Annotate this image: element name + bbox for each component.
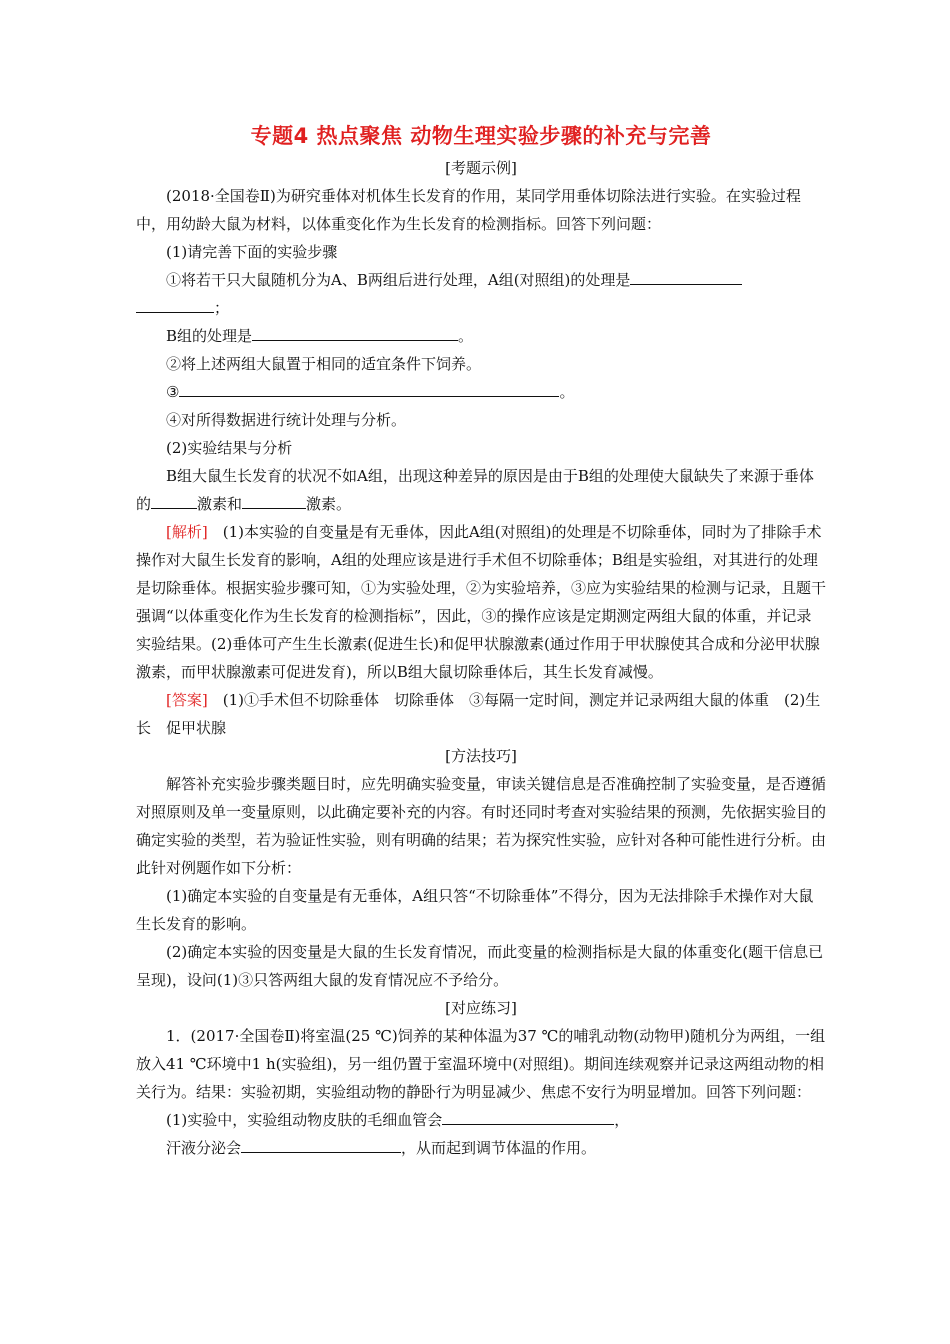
answer-paragraph (136, 686, 826, 742)
example-question-2: (2)实验结果与分析 (166, 439, 293, 457)
answer-blank[interactable] (136, 296, 214, 313)
answer-blank[interactable] (630, 268, 742, 285)
answer-blank[interactable] (241, 1136, 401, 1153)
step-1b-end: 。 (458, 327, 474, 345)
answer-blank[interactable] (252, 324, 458, 341)
q1b-end: ，从而起到调节体温的作用。 (401, 1139, 597, 1157)
method-paragraph-2: (1)确定本实验的自变量是有无垂体，A组只答“不切除垂体”不得分，因为无法排除手术操作对大鼠生长发育的影响。 (136, 887, 814, 933)
section-heading-example: [考题示例] (445, 159, 517, 177)
practice-question-1-intro: 1．(2017·全国卷Ⅱ)将室温(25 ℃)饲养的某种体温为37 ℃的哺乳动物(动物甲)随机分为两组，一组放入41 ℃环境中1 h(实验组)，另一组仍置于室温环境中(对照组)。期间连续观察并记录这两组动物的相关行为。结果：实验初期，实验组动物的静卧行为明显减少、焦虑不安行为明显增加。回答下列问题： (136, 1027, 826, 1101)
answer-tag: [答案] (166, 691, 208, 709)
example-question-2-text (136, 462, 826, 518)
step-1a-end: ； (214, 299, 230, 317)
example-step-2: ②将上述两组大鼠置于相同的适宜条件下饲养。 (166, 355, 482, 373)
section-heading-practice: [对应练习] (445, 999, 517, 1017)
example-step-1a-continued (136, 294, 826, 322)
answer-blank[interactable] (179, 380, 559, 397)
q2-text-a: B组大鼠生长发育的状况不如A组，出现这种差异的原因是由于B组的处理使大鼠缺失了来源于垂体的 (136, 467, 814, 513)
document-page (136, 118, 826, 1162)
q1a-end: ， (614, 1111, 630, 1129)
example-question-1: (1)请完善下面的实验步骤 (166, 243, 338, 261)
answer-blank[interactable] (442, 1108, 614, 1125)
analysis-text: (1)本实验的自变量是有无垂体，因此A组(对照组)的处理是不切除垂体，同时为了排除手术操作对大鼠生长发育的影响，A组的处理应该是进行手术但不切除垂体；B组是实验组，对其进行的处理是切除垂体。根据实验步骤可知，①为实验处理，②为实验培养，③应为实验结果的检测与记录，且题干强调“以体重变化作为生长发育的检测指标”，因此，③的操作应该是定期测定两组大鼠的体重，并记录实验结果。(2)垂体可产生生长激素(促进生长)和促甲状腺激素(通过作用于甲状腺使其合成和分泌甲状腺激素，而甲状腺激素可促进发育)，所以B组大鼠切除垂体后，其生长发育减慢。 (136, 523, 827, 681)
step-3-end: 。 (559, 383, 575, 401)
section-heading-method: [方法技巧] (445, 747, 517, 765)
analysis-tag: [解析] (166, 523, 208, 541)
q1a-text: (1)实验中，实验组动物皮肤的毛细血管会 (166, 1111, 443, 1129)
example-step-1a (136, 266, 826, 294)
method-paragraph-3: (2)确定本实验的因变量是大鼠的生长发育情况，而此变量的检测指标是大鼠的体重变化(题干信息已呈现)，设问(1)③只答两组大鼠的发育情况应不予给分。 (136, 943, 824, 989)
document-title: 专题4 热点聚焦 动物生理实验步骤的补充与完善 (250, 124, 712, 148)
example-step-4: ④对所得数据进行统计处理与分析。 (166, 411, 407, 429)
example-step-1b (136, 322, 826, 350)
analysis-paragraph (136, 518, 826, 686)
practice-question-1a (136, 1106, 826, 1134)
example-step-3 (136, 378, 826, 406)
practice-question-1b (136, 1134, 826, 1162)
step-1b-text: B组的处理是 (166, 327, 253, 345)
q2-text-c: 激素。 (306, 495, 352, 513)
answer-text: (1)①手术但不切除垂体 切除垂体 ③每隔一定时间，测定并记录两组大鼠的体重 (2)生长 促甲状腺 (136, 691, 821, 737)
answer-blank[interactable] (242, 492, 306, 509)
q2-text-b: 激素和 (197, 495, 243, 513)
method-paragraph-1: 解答补充实验步骤类题目时，应先明确实验变量，审读关键信息是否准确控制了实验变量，是否遵循对照原则及单一变量原则，以此确定要补充的内容。有时还同时考查对实验结果的预测，先依据实验目的确定实验的类型，若为验证性实验，则有明确的结果；若为探究性实验，应针对各种可能性进行分析。由此针对例题作如下分析： (136, 775, 827, 877)
step-3-label: ③ (166, 383, 180, 401)
step-1a-text: ①将若干只大鼠随机分为A、B两组后进行处理，A组(对照组)的处理是 (166, 271, 631, 289)
example-intro: (2018·全国卷Ⅱ)为研究垂体对机体生长发育的作用，某同学用垂体切除法进行实验。在实验过程中，用幼龄大鼠为材料，以体重变化作为生长发育的检测指标。回答下列问题： (136, 187, 801, 233)
q1b-text: 汗液分泌会 (166, 1139, 242, 1157)
answer-blank[interactable] (151, 492, 197, 509)
